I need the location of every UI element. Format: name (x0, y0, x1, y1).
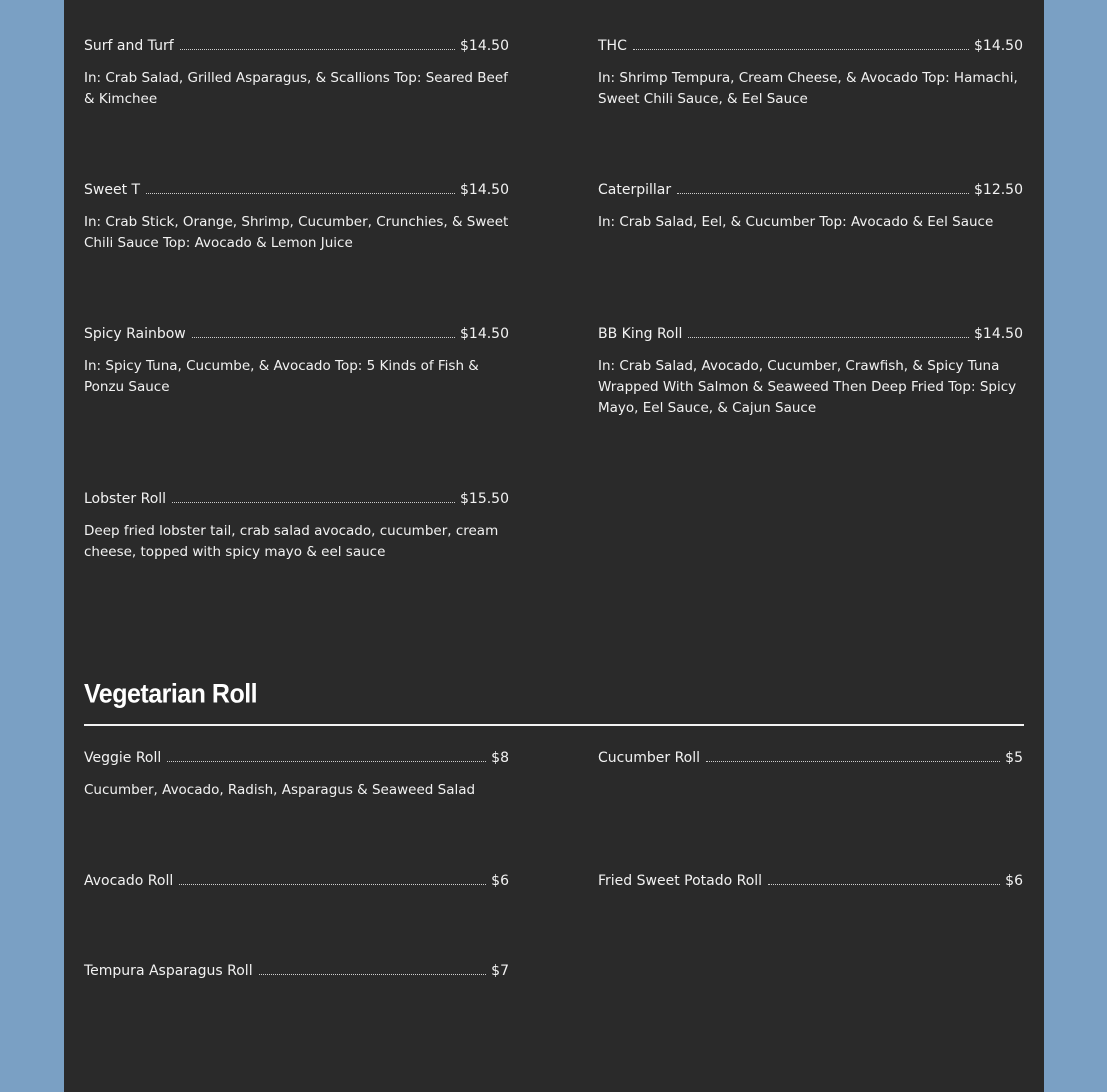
dot-leader (768, 884, 1000, 885)
dot-leader (259, 974, 487, 975)
item-description: In: Spicy Tuna, Cucumbe, & Avocado Top: 5 Kinds of Fish & Ponzu Sauce (84, 358, 479, 395)
section-divider (84, 724, 1024, 726)
menu-item-lobster-roll (84, 489, 509, 563)
menu-item-caterpillar (598, 180, 1023, 233)
item-price: $14.50 (974, 326, 1023, 342)
item-name: Tempura Asparagus Roll (84, 963, 253, 979)
item-price: $8 (491, 750, 509, 766)
dot-leader (167, 761, 486, 762)
menu-item-surf-and-turf (84, 36, 509, 110)
item-price: $14.50 (460, 326, 509, 342)
menu-item-sweet-t (84, 180, 509, 254)
item-name: THC (598, 38, 627, 54)
item-description: In: Crab Salad, Eel, & Cucumber Top: Avocado & Eel Sauce (598, 214, 994, 230)
dot-leader (192, 337, 455, 338)
dot-leader (677, 193, 969, 194)
dot-leader (180, 49, 455, 50)
item-price: $7 (491, 963, 509, 979)
item-name: BB King Roll (598, 326, 683, 342)
item-name: Sweet T (84, 182, 141, 198)
menu-item-bb-king-roll (598, 324, 1023, 419)
menu-panel (64, 0, 1044, 1092)
item-description: In: Crab Salad, Grilled Asparagus, & Scallions Top: Seared Beef & Kimchee (84, 70, 508, 107)
dot-leader (146, 193, 455, 194)
menu-item-avocado-roll (84, 871, 509, 891)
item-description: In: Shrimp Tempura, Cream Cheese, & Avocado Top: Hamachi, Sweet Chili Sauce, & Eel Sauce (598, 70, 1018, 107)
item-price: $5 (1005, 750, 1023, 766)
item-description: Cucumber, Avocado, Radish, Asparagus & Seaweed Salad (84, 782, 476, 798)
item-description: Deep fried lobster tail, crab salad avocado, cucumber, cream cheese, topped with spicy mayo & eel sauce (84, 523, 499, 560)
item-name: Spicy Rainbow (84, 326, 186, 342)
menu-item-fried-sweet-potado-roll (598, 871, 1023, 891)
item-price: $14.50 (460, 38, 509, 54)
item-name: Veggie Roll (84, 750, 162, 766)
item-name: Fried Sweet Potado Roll (598, 873, 763, 889)
item-price: $14.50 (460, 182, 509, 198)
section-title-vegetarian: Vegetarian Roll (84, 678, 258, 710)
item-name: Lobster Roll (84, 491, 167, 507)
item-name: Surf and Turf (84, 38, 174, 54)
menu-item-tempura-asparagus-roll (84, 961, 509, 981)
menu-item-veggie-roll (84, 748, 509, 801)
item-price: $6 (1005, 873, 1023, 889)
item-description: In: Crab Stick, Orange, Shrimp, Cucumber, Crunchies, & Sweet Chili Sauce Top: Avocado & Lemon Juice (84, 214, 509, 251)
dot-leader (179, 884, 486, 885)
item-price: $15.50 (460, 491, 509, 507)
item-name: Avocado Roll (84, 873, 174, 889)
item-name: Caterpillar (598, 182, 672, 198)
dot-leader (172, 502, 455, 503)
item-name: Cucumber Roll (598, 750, 701, 766)
dot-leader (633, 49, 969, 50)
item-price: $14.50 (974, 38, 1023, 54)
dot-leader (688, 337, 969, 338)
item-price: $12.50 (974, 182, 1023, 198)
menu-item-thc (598, 36, 1023, 110)
item-description: In: Crab Salad, Avocado, Cucumber, Crawfish, & Spicy Tuna Wrapped With Salmon & Seaweed Then Deep Fried Top: Spicy Mayo, Eel Sauce, & Cajun Sauce (598, 358, 1017, 416)
menu-item-cucumber-roll (598, 748, 1023, 768)
item-price: $6 (491, 873, 509, 889)
menu-item-spicy-rainbow (84, 324, 509, 398)
dot-leader (706, 761, 1000, 762)
